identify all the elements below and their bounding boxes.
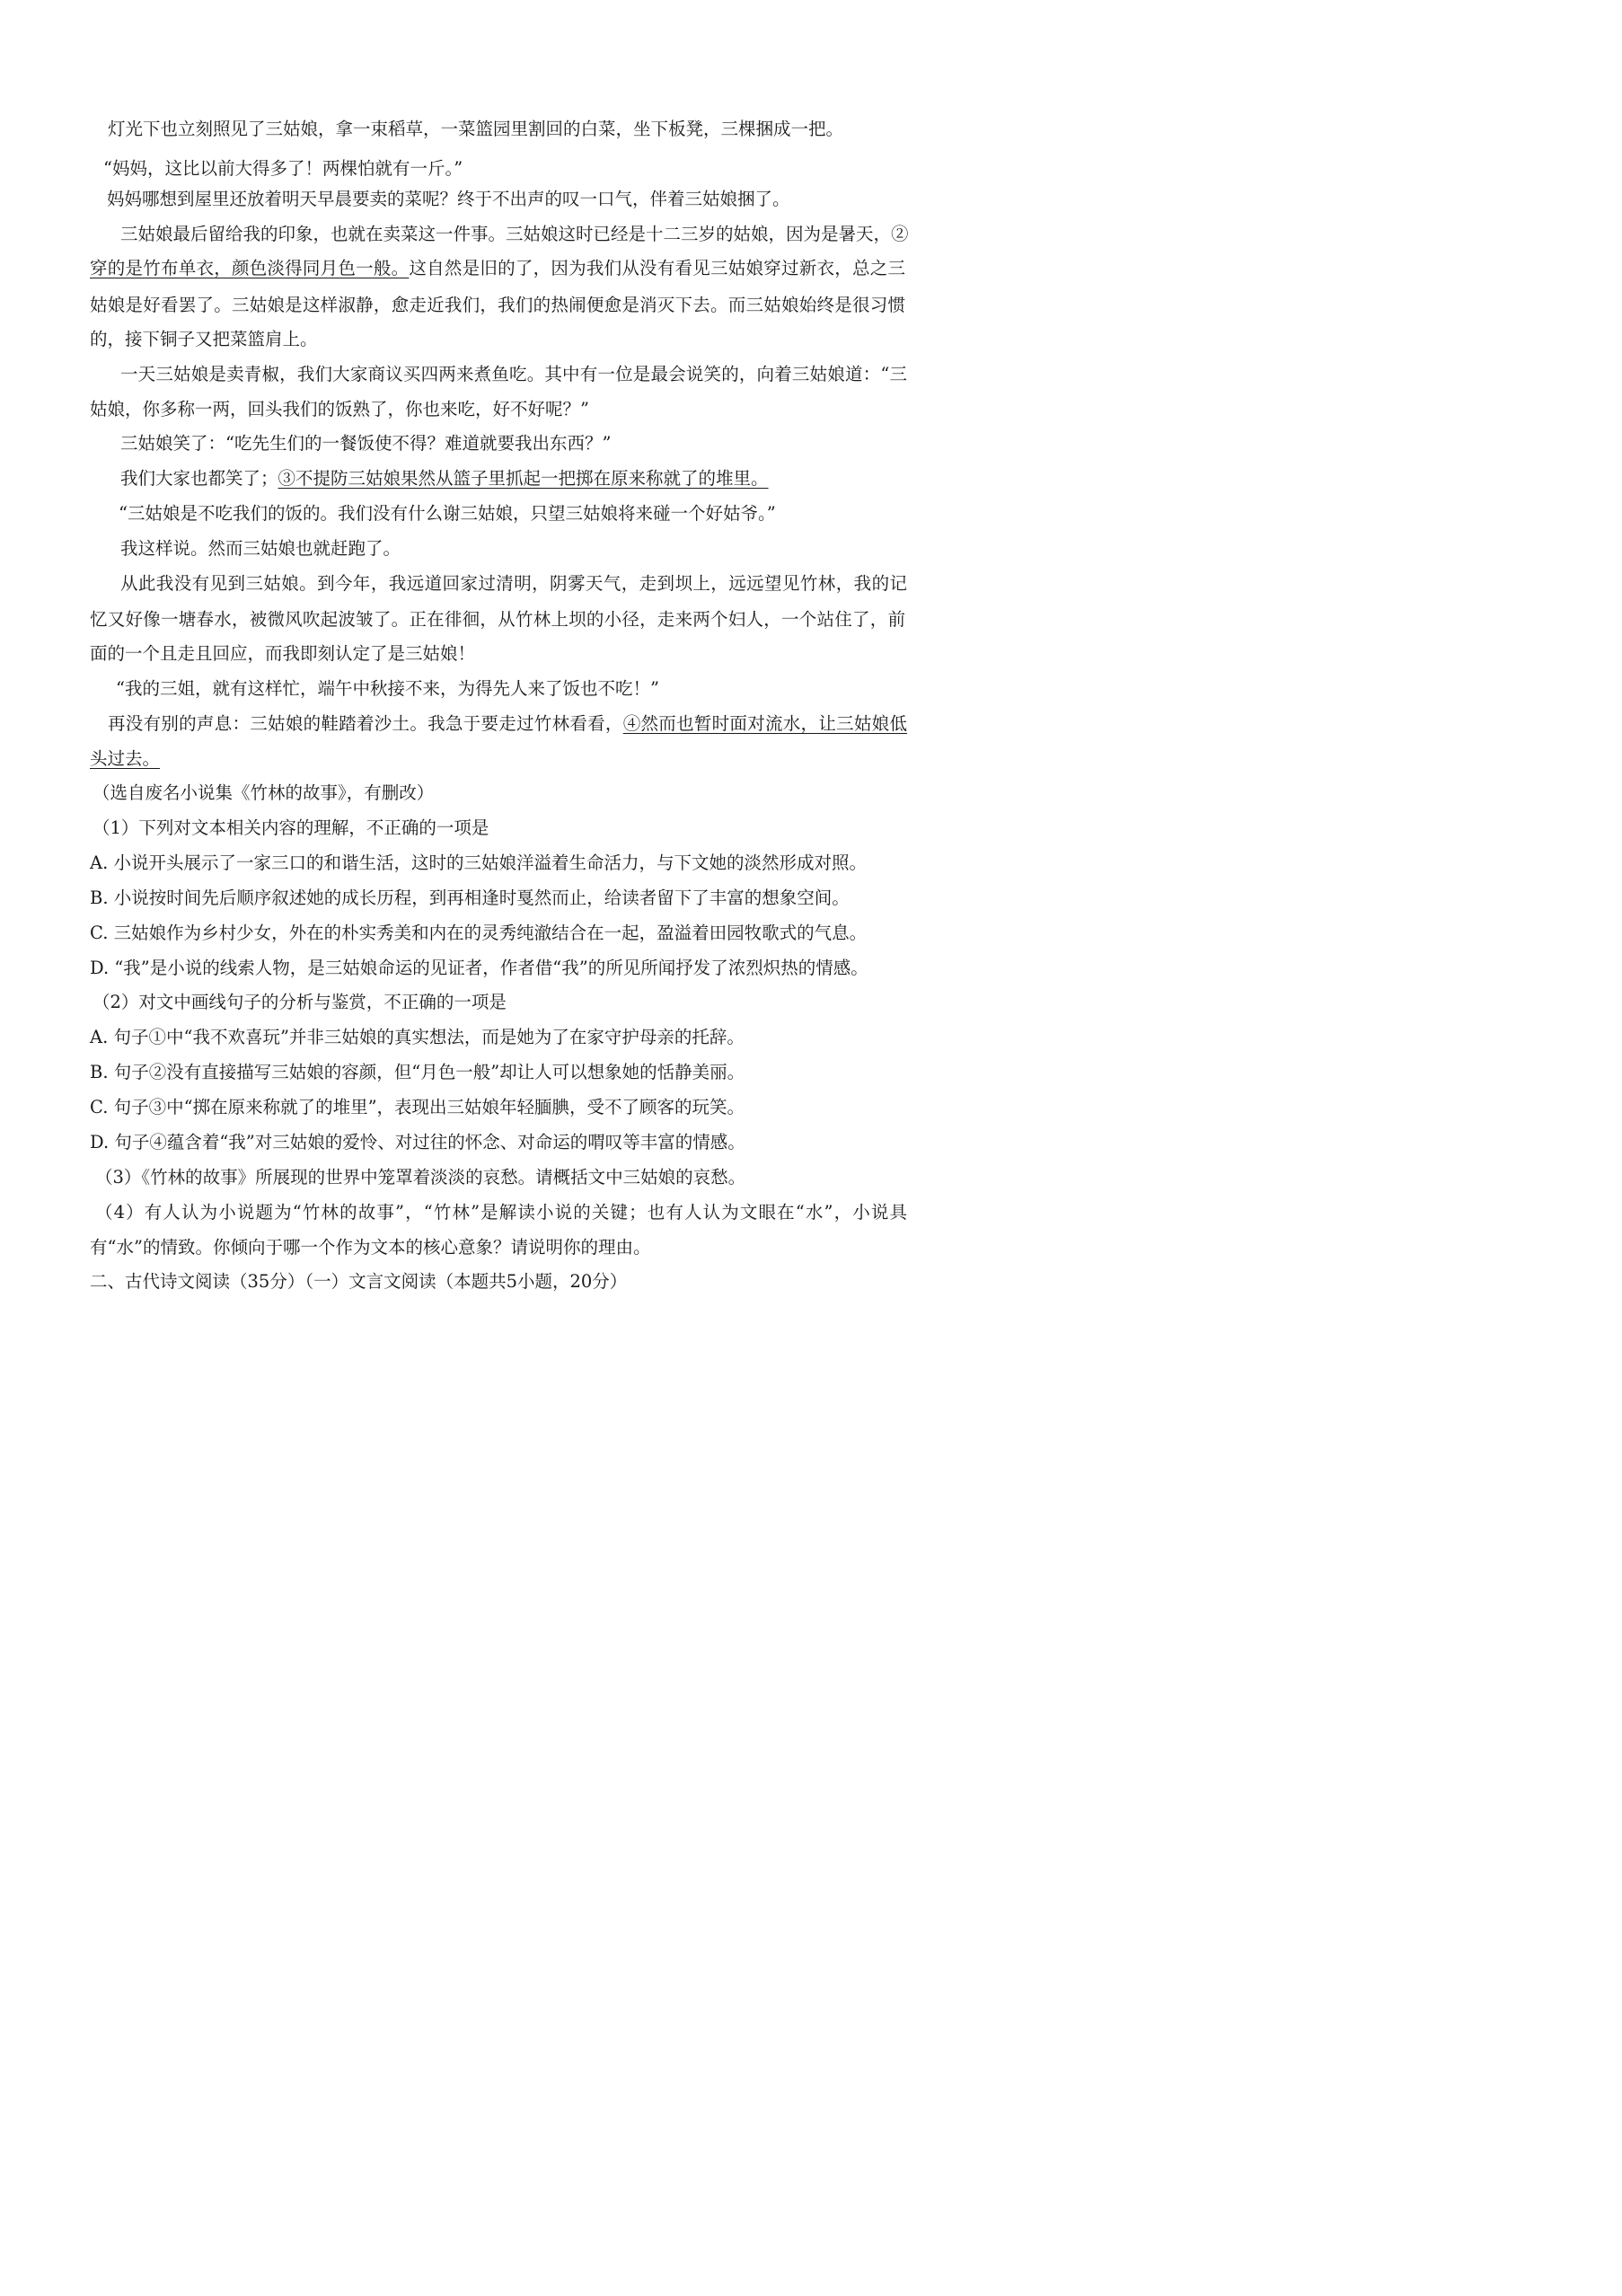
story-line-16: 面的一个且走且回应，而我即刻认定了是三姑娘！ [90,643,476,664]
story-line-3: 妈妈哪想到屋里还放着明天早晨要卖的菜呢？终于不出声的叹一口气，伴着三姑娘捆了。 [107,189,790,209]
underlined-sentence-3: ③不提防三姑娘果然从篮子里抓起一把掷在原来称就了的堆里。 [278,468,769,489]
underlined-sentence-2: 穿的是竹布单衣，颜色淡得同月色一般。 [90,258,410,278]
story-line-11 [120,466,769,491]
story-line-2: “妈妈，这比以前大得多了！两棵怕就有一斤。” [103,158,463,179]
story-line-15: 忆又好像一塘春水，被微风吹起波皱了。正在徘徊，从竹林上坝的小径，走来两个妇人，一个站住了，前 [90,609,905,630]
story-line-18 [108,711,907,737]
underlined-sentence-4-end: 头过去。 [90,748,161,769]
question-2-option-b: B. 句子②没有直接描写三姑娘的容颜，但“月色一般”却让人可以想象她的恬静美丽。 [90,1062,745,1082]
question-1-option-b: B. 小说按时间先后顺序叙述她的成长历程，到再相逢时戛然而止，给读者留下了丰富的想象空间。 [90,887,850,908]
story-line-5 [90,256,905,281]
story-line-10: 三姑娘笑了：“吃先生们的一餐饭使不得？难道就要我出东西？” [120,433,612,454]
question-2-option-c: C. 句子③中“掷在原来称就了的堆里”，表现出三姑娘年轻腼腆，受不了顾客的玩笑。 [90,1097,745,1117]
story-line-1: 灯光下也立刻照见了三姑娘，拿一束稻草，一菜篮园里割回的白菜，坐下板凳，三棵捆成一把。 [108,119,844,139]
story-source: （选自废名小说集《竹林的故事》，有删改） [93,782,435,803]
exam-page [0,0,988,1398]
question-1-option-a: A. 小说开头展示了一家三口的和谐生活，这时的三姑娘洋溢着生命活力，与下文她的淡然形成对照。 [90,852,867,873]
story-line-8: 一天三姑娘是卖青椒，我们大家商议买四两来煮鱼吃。其中有一位是最会说笑的，向着三姑娘道：“三 [120,364,907,384]
question-3: （3）《竹林的故事》所展现的世界中笼罩着淡淡的哀愁。请概括文中三姑娘的哀愁。 [95,1167,746,1188]
story-line-7: 的，接下铜子又把菜篮肩上。 [90,329,318,349]
story-line-4: 三姑娘最后留给我的印象，也就在卖菜这一件事。三姑娘这时已经是十二三岁的姑娘，因为是暑天，② [120,224,909,244]
question-4-line-2: 有“水”的情致。你倾向于哪一个作为文本的核心意象？请说明你的理由。 [90,1237,651,1258]
story-line-6: 姑娘是好看罢了。三姑娘是这样淑静，愈走近我们，我们的热闹便愈是消灭下去。而三姑娘始终是很习惯 [90,295,905,315]
story-line-19 [90,746,160,772]
question-2-option-d: D. 句子④蕴含着“我”对三姑娘的爱怜、对过往的怀念、对命运的喟叹等丰富的情感。 [90,1132,745,1152]
story-line-13: 我这样说。然而三姑娘也就赶跑了。 [120,538,401,559]
question-1-stem: （1）下列对文本相关内容的理解，不正确的一项是 [93,817,489,838]
story-line-14: 从此我没有见到三姑娘。到今年，我远道回家过清明，阴雾天气，走到坝上，远远望见竹林，我的记 [120,573,907,594]
story-line-9: 姑娘，你多称一两，回头我们的饭熟了，你也来吃，好不好呢？” [90,399,589,419]
story-line-18-pre: 再没有别的声息：三姑娘的鞋踏着沙土。我急于要走过竹林看看， [108,713,623,734]
underlined-sentence-4: ④然而也暂时面对流水，让三姑娘低 [622,713,907,734]
question-1-option-d: D. “我”是小说的线索人物，是三姑娘命运的见证者，作者借“我”的所见所闻抒发了浓烈炽热的情感。 [90,958,868,978]
question-4-line-1: （4）有人认为小说题为“竹林的故事”，“竹林”是解读小说的关键；也有人认为文眼在“水”，小说具 [95,1202,907,1223]
section-2-heading: 二、古代诗文阅读（35分）（一）文言文阅读（本题共5小题，20分） [90,1271,628,1292]
question-2-stem: （2）对文中画线句子的分析与鉴赏，不正确的一项是 [93,992,507,1012]
story-line-11-pre: 我们大家也都笑了； [120,468,278,489]
story-line-5-rest: 这自然是旧的了，因为我们从没有看见三姑娘穿过新衣，总之三 [409,258,905,278]
story-line-17: “我的三姐，就有这样忙，端午中秋接不来，为得先人来了饭也不吃！” [116,678,659,699]
story-line-12: “三姑娘是不吃我们的饭的。我们没有什么谢三姑娘，只望三姑娘将来碰一个好姑爷。” [119,503,776,524]
question-2-option-a: A. 句子①中“我不欢喜玩”并非三姑娘的真实想法，而是她为了在家守护母亲的托辞。 [90,1027,745,1047]
question-1-option-c: C. 三姑娘作为乡村少女，外在的朴实秀美和内在的灵秀纯澈结合在一起，盈溢着田园牧歌式的气息。 [90,923,868,943]
